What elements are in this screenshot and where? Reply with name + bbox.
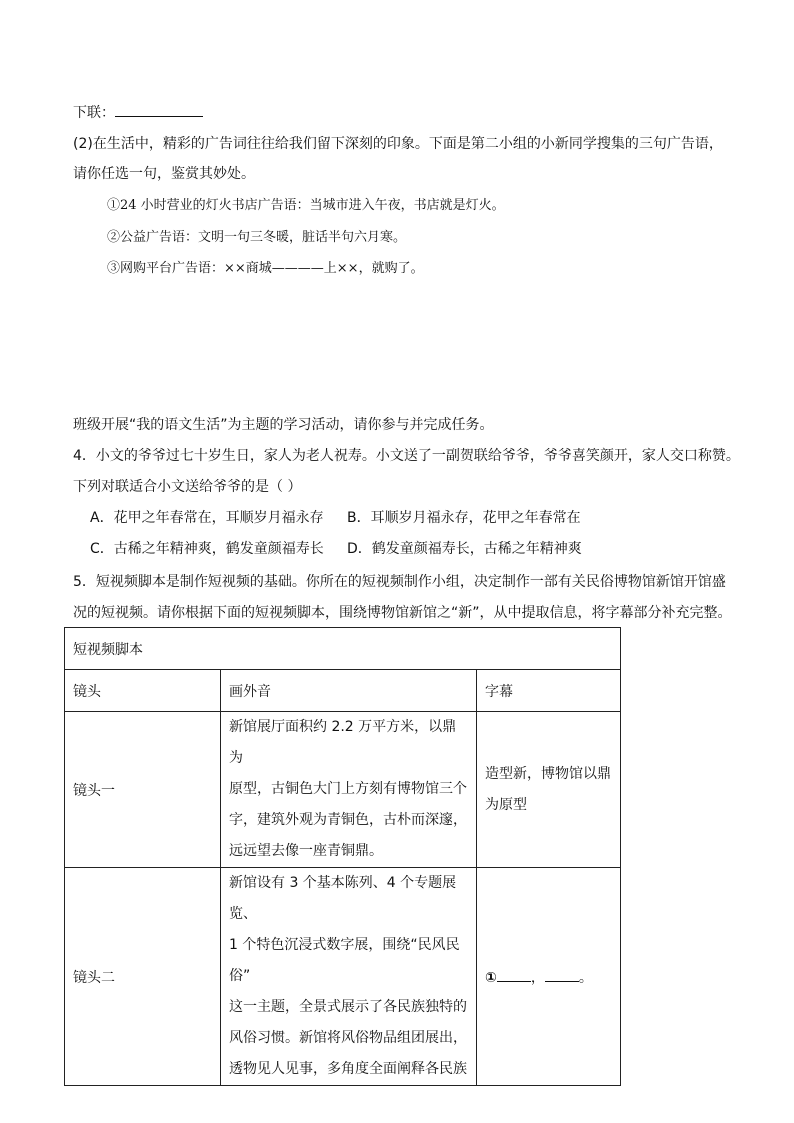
q5-line-1: 5．短视频脚本是制作短视频的基础。你所在的短视频制作小组，决定制作一部有关民俗博物馆新馆开馆盛 [73,574,726,590]
caption-1 [477,712,621,868]
header-voiceover: 画外音 [221,670,477,712]
caption-2-blank-2[interactable] [545,967,579,982]
q5-line-2: 况的短视频。请你根据下面的短视频脚本，围绕博物馆新馆之“新”，从中提取信息，将字幕部分补充完整。 [73,605,732,621]
table-title-row [65,628,621,670]
caption-2-separator: ， [530,969,545,986]
caption-1-line: 为原型 [485,796,527,813]
voiceover-1-line: 原型，古铜色大门上方刻有博物馆三个 [229,781,467,797]
voiceover-2 [221,868,477,1086]
table-row [65,712,621,868]
q4-option-a[interactable]: A．花甲之年春常在，耳顺岁月福永存 [90,510,324,526]
voiceover-1-line: 远远望去像一座青铜鼎。 [229,843,383,859]
header-caption: 字幕 [477,670,621,712]
lower-couplet-label: 下联： [73,105,115,121]
voiceover-2-line: 1 个特色沉浸式数字展，围绕“民风民俗” [229,937,460,984]
q4-line-1: 4．小文的爷爷过七十岁生日，家人为老人祝寿。小文送了一副贺联给爷爷，爷爷喜笑颜开，家人交口称赞。 [73,448,740,464]
q4-option-d[interactable]: D．鹤发童颜福寿长，古稀之年精神爽 [347,541,582,557]
script-table [64,627,621,1086]
voiceover-1-line: 字，建筑外观为青铜色，古朴而深邃， [229,812,467,828]
table-header-row [65,670,621,712]
activity-intro: 班级开展“我的语文生活”为主题的学习活动，请你参与并完成任务。 [73,417,494,433]
voiceover-2-line: 这一主题，全景式展示了各民族独特的 [229,999,467,1015]
q2-line-1: (2)在生活中，精彩的广告词往往给我们留下深刻的印象。下面是第二小组的小新同学搜集的三句广告语， [73,136,723,152]
q4-line-2: 下列对联适合小文送给爷爷的是（ ） [73,479,302,495]
voiceover-2-line: 风俗习惯。新馆将风俗物品组团展出， [229,1030,467,1046]
caption-2-marker: ① [485,969,497,986]
ad-item-3: ③网购平台广告语：××商城————上××，就购了。 [107,261,424,276]
voiceover-2-line: 新馆设有 3 个基本陈列、4 个专题展览、 [229,875,457,922]
caption-2-blank-1[interactable] [497,967,531,982]
caption-2-end: 。 [578,969,593,986]
caption-1-line: 造型新，博物馆以鼎 [485,765,611,782]
lower-couplet-line [73,102,203,123]
caption-2 [477,868,621,1086]
ad-item-1: ①24 小时营业的灯火书店广告语：当城市进入午夜，书店就是灯火。 [107,198,505,213]
header-shot: 镜头 [65,670,221,712]
ad-item-2: ②公益广告语：文明一句三冬暖，脏话半句六月寒。 [107,230,407,245]
voiceover-2-line: 透物见人见事，多角度全面阐释各民族 [229,1061,467,1077]
table-row [65,868,621,1086]
q4-option-c[interactable]: C．古稀之年精神爽，鹤发童颜福寿长 [90,541,324,557]
shot-1: 镜头一 [65,712,221,868]
q4-option-b[interactable]: B．耳顺岁月福永存，花甲之年春常在 [347,510,581,526]
table-title: 短视频脚本 [65,628,621,670]
lower-couplet-blank[interactable] [115,102,203,117]
shot-2: 镜头二 [65,868,221,1086]
voiceover-1-line: 新馆展厅面积约 2.2 万平方米，以鼎为 [229,719,457,766]
q2-line-2: 请你任选一句，鉴赏其妙处。 [73,166,255,182]
voiceover-1 [221,712,477,868]
